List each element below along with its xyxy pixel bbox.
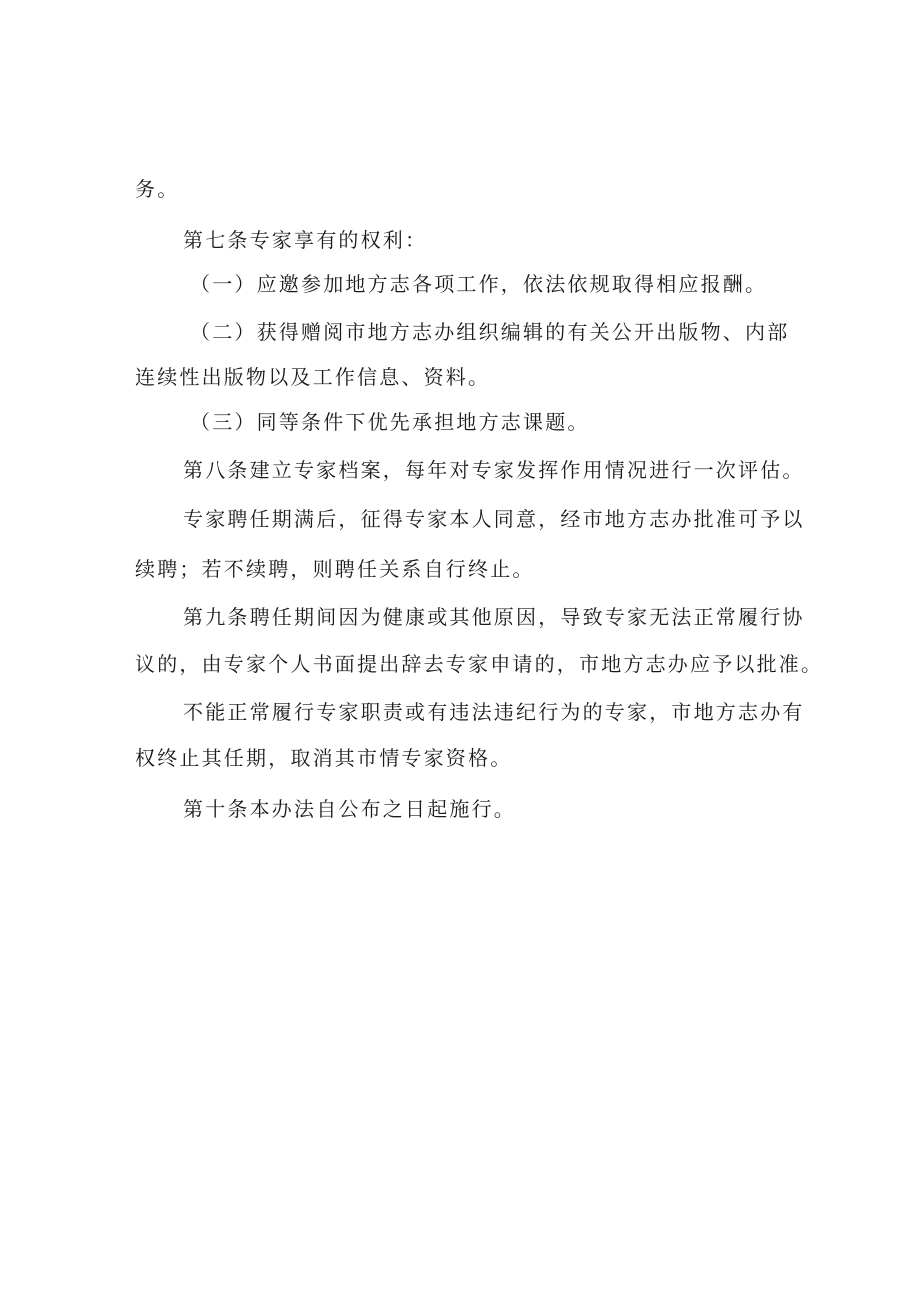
- article-7-item-1: （一）应邀参加地方志各项工作，依法依规取得相应报酬。: [190, 272, 768, 296]
- article-7-item-2: （二）获得赠阅市地方志办组织编辑的有关公开出版物、内部: [190, 320, 790, 344]
- paragraph-continuation: 务。: [135, 177, 180, 201]
- renewal-paragraph: 专家聘任期满后，征得专家本人同意，经市地方志办批准可予以: [183, 507, 805, 531]
- renewal-paragraph-continued: 续聘；若不续聘，则聘任关系自行终止。: [135, 557, 535, 581]
- article-9-text: 第九条聘任期间因为健康或其他原因，导致专家无法正常履行协: [183, 605, 805, 629]
- article-8-text: 第八条建立专家档案，每年对专家发挥作用情况进行一次评估。: [183, 458, 805, 482]
- article-9-text-continued: 议的，由专家个人书面提出辞去专家申请的，市地方志办应予以批准。: [135, 652, 824, 676]
- termination-paragraph: 不能正常履行专家职责或有违法违纪行为的专家，市地方志办有: [183, 700, 805, 724]
- termination-paragraph-continued: 权终止其任期，取消其市情专家资格。: [135, 746, 513, 770]
- article-7-item-3: （三）同等条件下优先承担地方志课题。: [190, 410, 590, 434]
- article-7-item-2-continued: 连续性出版物以及工作信息、资料。: [135, 365, 491, 389]
- article-10-text: 第十条本办法自公布之日起施行。: [183, 797, 516, 821]
- article-7-heading: 第七条专家享有的权利：: [183, 228, 428, 252]
